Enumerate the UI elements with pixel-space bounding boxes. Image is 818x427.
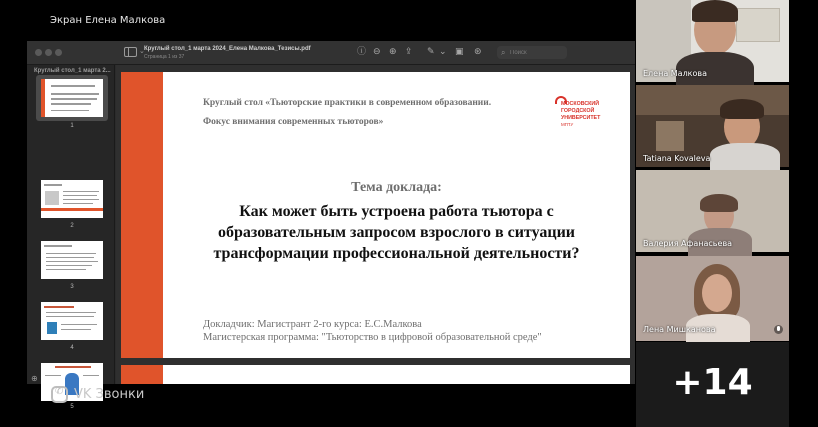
slide-accent-bar (121, 365, 163, 384)
participant-tile[interactable] (636, 170, 789, 252)
app-name: VK Звонки (74, 387, 145, 402)
participant-name: Елена Малкова (643, 69, 708, 78)
slide-question-line1: Как может быть устроена работа тьютора с (239, 203, 554, 220)
slide-question-line3: трансформации профессиональной деятельности? (213, 245, 580, 262)
window-titlebar (27, 41, 635, 65)
zoom-window-button[interactable] (55, 49, 62, 56)
slide-header-line2: Фокус внимания современных тьюторов» (203, 117, 384, 127)
thumbnail-number: 1 (70, 123, 74, 129)
page-info: Страница 1 из 37 (144, 54, 185, 60)
participant-name: Валерия Афанасьева (643, 239, 733, 248)
university-logo: МОСКОВСКИЙ ГОРОДСКОЙ УНИВЕРСИТЕТ МГПУ (555, 96, 607, 130)
slide-page-1 (121, 72, 630, 358)
slide-speaker: Докладчик: Магистрант 2-го курса: Е.С.Малкова (203, 319, 422, 330)
thumbnail-number: 2 (70, 223, 74, 229)
info-icon[interactable]: ⓘ (357, 47, 367, 57)
more-participants-tile[interactable] (636, 342, 789, 427)
minimize-window-button[interactable] (45, 49, 52, 56)
annotate-icon[interactable]: ⊛ (474, 47, 482, 57)
participant-tile[interactable] (636, 85, 789, 167)
slide-header-line1: Круглый стол «Тьюторские практики в современном образовании. (203, 98, 492, 108)
participant-name: Лена Мишканова (643, 325, 716, 334)
sidebar-heading: Круглый стол_1 марта 2... (34, 68, 111, 74)
participant-name: Tatiana Kovaleva (643, 154, 711, 163)
slide-topic-label: Тема доклада: (351, 180, 442, 195)
search-field[interactable] (497, 46, 567, 59)
add-page-icon[interactable]: ⊕ (31, 374, 38, 383)
thumbnail-number: 4 (70, 345, 74, 351)
chevron-down-icon[interactable]: ⌄ (439, 47, 447, 57)
slide-page-2 (121, 365, 630, 384)
page-thumbnail-1[interactable] (41, 79, 103, 117)
page-thumbnail-4[interactable] (41, 302, 103, 340)
search-input[interactable] (510, 46, 565, 59)
page-thumbnail-2[interactable] (41, 180, 103, 218)
thumbnail-number: 5 (70, 404, 74, 410)
zoom-out-icon[interactable]: ⊖ (373, 47, 381, 57)
chevron-down-icon[interactable]: ⌄ (139, 47, 145, 55)
page-thumbnail-3[interactable] (41, 241, 103, 279)
document-view[interactable] (116, 65, 635, 384)
highlight-icon[interactable]: ▣ (455, 47, 464, 57)
markup-pen-icon[interactable]: ✎ (427, 47, 435, 57)
zoom-in-icon[interactable]: ⊕ (389, 47, 397, 57)
search-icon: ⌕ (501, 48, 506, 57)
participant-tile[interactable] (636, 256, 789, 338)
vk-calls-logo-icon: ✆ (51, 386, 68, 403)
close-window-button[interactable] (35, 49, 42, 56)
slide-question-line2: образовательным запросом взрослого в ситуации (217, 224, 576, 241)
slide-program: Магистерская программа: "Тьюторство в цифровой образовательной среде" (203, 332, 542, 343)
more-participants-count: +14 (672, 362, 753, 403)
share-icon[interactable]: ⇪ (405, 47, 413, 57)
slide-accent-bar (121, 72, 163, 358)
microphone-icon (774, 325, 783, 334)
document-title: Круглый стол_1 марта 2024_Елена Малкова_Тезисы.pdf (144, 46, 311, 52)
sidebar-toggle-icon[interactable] (124, 47, 137, 57)
screen-share-label: Экран Елена Малкова (50, 15, 166, 26)
participant-tile[interactable] (636, 0, 789, 82)
thumbnail-number: 3 (70, 284, 74, 290)
